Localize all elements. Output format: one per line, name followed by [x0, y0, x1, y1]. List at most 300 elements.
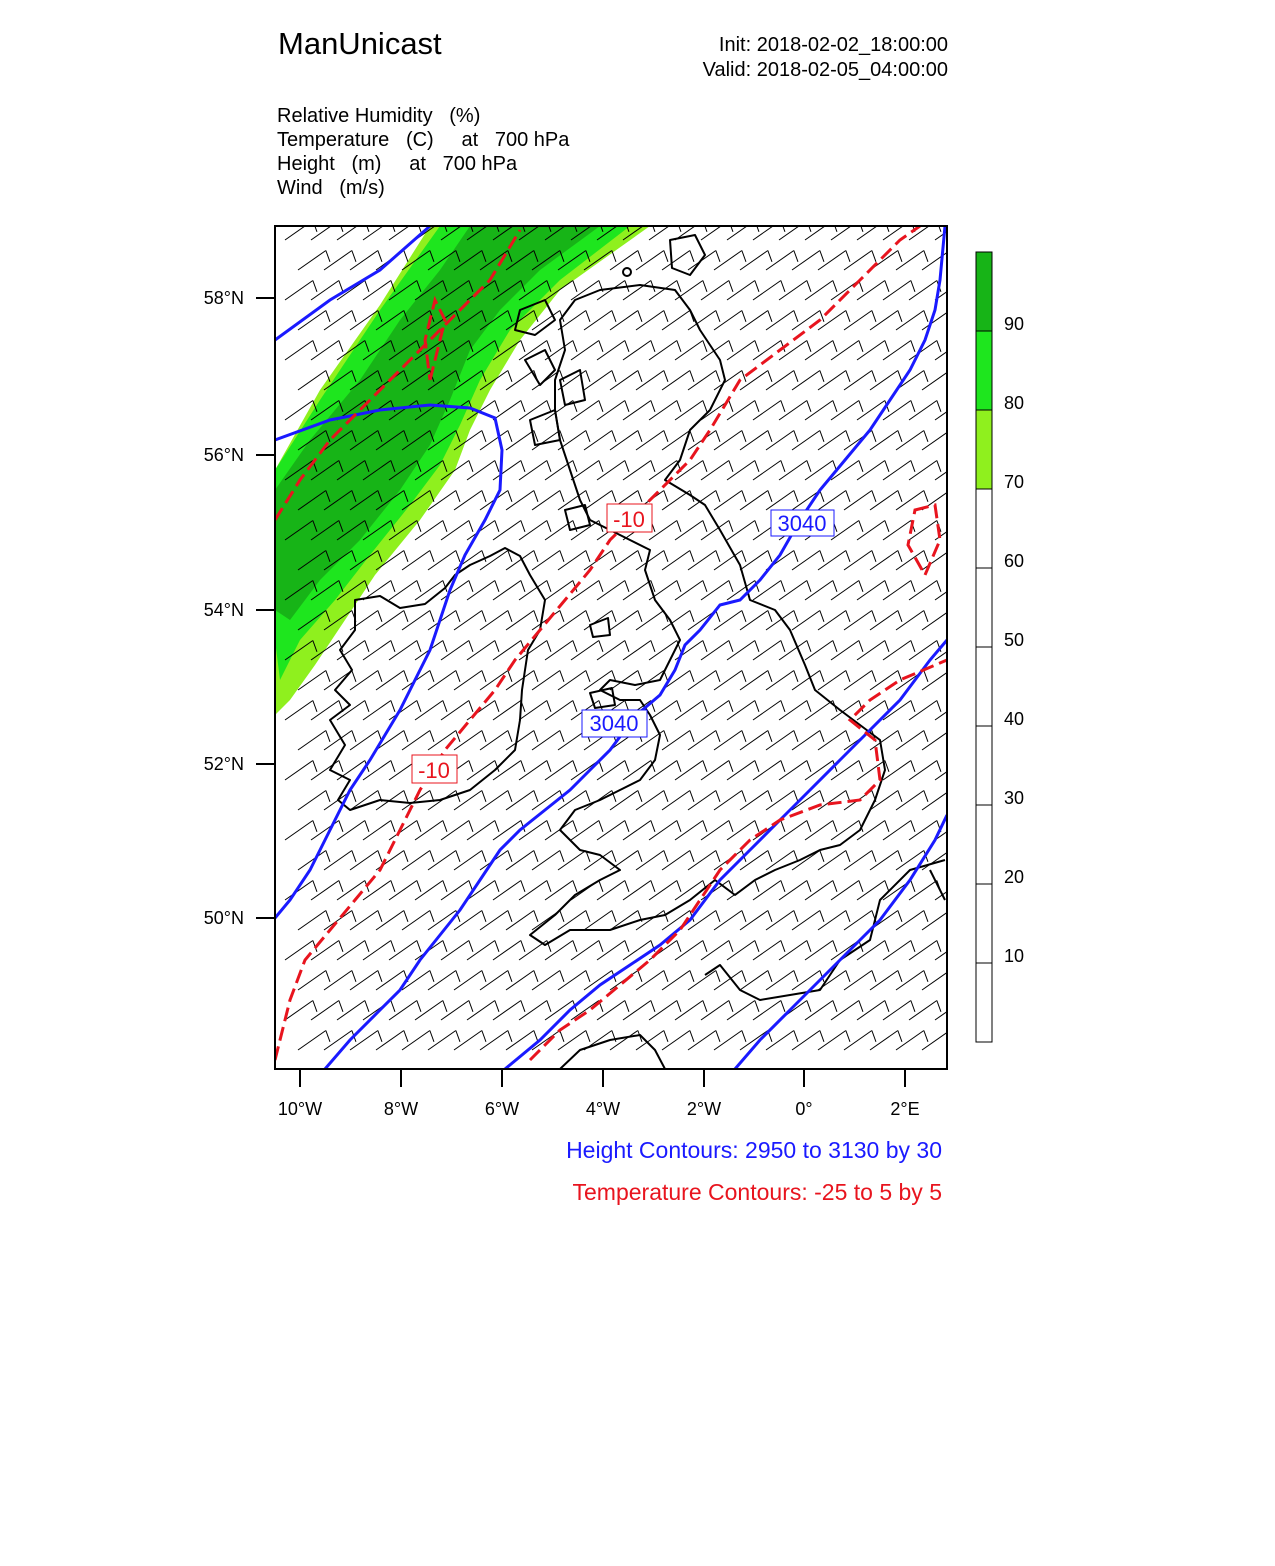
wind-barb-shaft: [688, 670, 716, 690]
wind-barb-feather: [703, 280, 707, 291]
wind-barb-shaft: [753, 400, 781, 420]
wind-barb-shaft: [922, 790, 950, 810]
wind-barb-feather: [547, 700, 551, 711]
wind-barb-shaft: [558, 970, 586, 990]
wind-barb-shaft: [805, 940, 833, 960]
wind-barb-feather: [482, 970, 486, 981]
wind-barb-feather: [677, 1000, 681, 1011]
wind-barb-shaft: [831, 880, 859, 900]
wind-barb-shaft: [883, 520, 911, 540]
wind-barb-feather: [534, 730, 538, 741]
wind-barb-shaft: [324, 850, 352, 870]
wind-barb-shaft: [831, 1000, 859, 1020]
wind-barb-shaft: [675, 400, 703, 420]
wind-barb-feather: [482, 490, 486, 501]
wind-barb-feather: [391, 1000, 395, 1011]
wind-barb-shaft: [532, 670, 560, 690]
wind-barb-feather: [573, 700, 577, 711]
wind-barb-feather: [859, 520, 863, 531]
wind-barb-shaft: [818, 430, 846, 450]
wind-barb-feather: [625, 760, 629, 771]
wind-barb-shaft: [376, 910, 404, 930]
wind-barb-shaft: [727, 700, 755, 720]
wind-barb-feather: [638, 550, 642, 561]
wind-barb-feather: [313, 760, 317, 771]
wind-barb-shaft: [350, 790, 378, 810]
wind-barb-shaft: [376, 610, 404, 630]
wind-barb-shaft: [337, 880, 365, 900]
wind-barb-feather: [417, 640, 421, 651]
wind-barb-shaft: [350, 250, 378, 270]
wind-barb-feather: [677, 400, 681, 411]
wind-barb-shaft: [337, 220, 365, 240]
wind-barb-shaft: [454, 1030, 482, 1050]
wind-barb-feather: [573, 880, 577, 891]
wind-barb-shaft: [519, 700, 547, 720]
wind-barb-shaft: [597, 1000, 625, 1020]
wind-barb-feather: [768, 730, 772, 741]
wind-barb-feather: [599, 940, 603, 951]
wind-barb-shaft: [363, 700, 391, 720]
colorbar-label-40: 40: [1004, 709, 1025, 729]
wind-barb-feather: [911, 400, 915, 411]
wind-barb-shaft: [870, 610, 898, 630]
wind-barb-shaft: [571, 1000, 599, 1020]
wind-barb-shaft: [818, 370, 846, 390]
wind-barb-feather: [534, 670, 538, 681]
wind-barb-shaft: [909, 280, 937, 300]
wind-barb-shaft: [519, 760, 547, 780]
wind-barb-feather: [612, 850, 616, 861]
wind-barb-feather: [885, 640, 889, 651]
wind-barb-feather: [742, 910, 746, 921]
wind-barb-shaft: [675, 760, 703, 780]
wind-barb-shaft: [922, 970, 950, 990]
wind-barb-feather: [924, 670, 928, 681]
wind-barb-feather: [885, 1000, 889, 1011]
wind-barb-shaft: [857, 940, 885, 960]
wind-barb-feather: [846, 550, 850, 561]
wind-barb-shaft: [519, 460, 547, 480]
wind-barb-shaft: [675, 340, 703, 360]
wind-barb-shaft: [298, 790, 326, 810]
wind-barb-shaft: [779, 220, 807, 240]
wind-barb-shaft: [909, 580, 937, 600]
wind-barb-shaft: [805, 880, 833, 900]
wind-barb-shaft: [506, 910, 534, 930]
wind-barb-feather: [911, 1000, 915, 1011]
wind-barb-shaft: [597, 820, 625, 840]
wind-barb-feather: [664, 310, 668, 321]
wind-barb-feather: [391, 580, 395, 591]
wind-barb-feather: [534, 490, 538, 501]
wind-barb-shaft: [402, 550, 430, 570]
wind-barb-feather: [677, 880, 681, 891]
wind-barb-feather: [339, 820, 343, 831]
wind-barb-feather: [495, 1000, 499, 1011]
wind-barb-feather: [612, 550, 616, 561]
wind-barb-feather: [716, 790, 720, 801]
wind-barb-shaft: [896, 1030, 924, 1050]
wind-barb-feather: [677, 760, 681, 771]
wind-barb-feather: [898, 250, 902, 261]
wind-barb-feather: [898, 310, 902, 321]
wind-barb-feather: [885, 280, 889, 291]
valid-time: Valid: 2018-02-05_04:00:00: [702, 59, 948, 81]
wind-barb-shaft: [896, 610, 924, 630]
colorbar-label-20: 20: [1004, 867, 1025, 887]
wind-barb-feather: [794, 550, 798, 561]
wind-barb-feather: [950, 850, 954, 861]
wind-barb-feather: [521, 1000, 525, 1011]
wind-barb-feather: [898, 850, 902, 861]
wind-barb-shaft: [714, 490, 742, 510]
wind-barb-feather: [495, 820, 499, 831]
colorbar-label-50: 50: [1004, 630, 1025, 650]
wind-barb-shaft: [844, 910, 872, 930]
wind-barb-shaft: [740, 730, 768, 750]
wind-barb-feather: [846, 250, 850, 261]
wind-barb-feather: [833, 880, 837, 891]
wind-barb-shaft: [467, 760, 495, 780]
wind-barb-shaft: [792, 970, 820, 990]
wind-barb-feather: [937, 1000, 941, 1011]
wind-barb-feather: [963, 880, 967, 891]
wind-barb-shaft: [519, 820, 547, 840]
wind-barb-shaft: [298, 730, 326, 750]
wind-barb-shaft: [896, 310, 924, 330]
wind-barb-feather: [495, 400, 499, 411]
wind-barb-shaft: [337, 700, 365, 720]
wind-barb-feather: [521, 580, 525, 591]
wind-barb-feather: [820, 490, 824, 501]
wind-barb-shaft: [909, 880, 937, 900]
wind-barb-shaft: [415, 700, 443, 720]
wind-barb-shaft: [740, 790, 768, 810]
wind-barb-shaft: [584, 370, 612, 390]
lon-tick-2e: 2°E: [890, 1099, 920, 1119]
wind-barb-feather: [638, 430, 642, 441]
wind-barb-feather: [924, 250, 928, 261]
wind-barb-feather: [846, 970, 850, 981]
wind-barb-feather: [703, 940, 707, 951]
wind-barb-shaft: [415, 1000, 443, 1020]
wind-barb-shaft: [454, 490, 482, 510]
wind-barb-shaft: [636, 310, 664, 330]
wind-barb-shaft: [324, 1030, 352, 1050]
wind-barb-shaft: [428, 550, 456, 570]
wind-barb-feather: [729, 280, 733, 291]
wind-barb-shaft: [298, 910, 326, 930]
wind-barb-shaft: [948, 910, 976, 930]
wind-barb-feather: [586, 670, 590, 681]
colorbar-label-80: 80: [1004, 393, 1025, 413]
wind-barb-feather: [911, 880, 915, 891]
wind-barb-feather: [417, 940, 421, 951]
wind-barb-shaft: [493, 820, 521, 840]
wind-barb-shaft: [571, 340, 599, 360]
wind-barb-shaft: [857, 880, 885, 900]
wind-barb-feather: [690, 250, 694, 261]
wind-barb-shaft: [779, 820, 807, 840]
wind-barb-shaft: [844, 310, 872, 330]
wind-barb-feather: [807, 760, 811, 771]
wind-barb-feather: [365, 1000, 369, 1011]
wind-barb-feather: [742, 730, 746, 741]
wind-barb-feather: [716, 1030, 720, 1041]
wind-barb-feather: [352, 310, 356, 321]
wind-barb-feather: [911, 340, 915, 351]
wind-barb-feather: [404, 1030, 408, 1041]
wind-barb-feather: [924, 790, 928, 801]
wind-barb-shaft: [948, 610, 976, 630]
wind-barb-feather: [937, 760, 941, 771]
wind-barb-shaft: [506, 970, 534, 990]
wind-barb-shaft: [766, 370, 794, 390]
wind-barb-shaft: [792, 910, 820, 930]
wind-barb-feather: [859, 340, 863, 351]
wind-barb-shaft: [454, 850, 482, 870]
wind-barb-shaft: [831, 640, 859, 660]
wind-barb-shaft: [610, 550, 638, 570]
wind-barb-shaft: [662, 310, 690, 330]
field-height: Height (m) at 700 hPa: [277, 153, 518, 175]
wind-barb-shaft: [883, 340, 911, 360]
wind-barb-shaft: [506, 550, 534, 570]
wind-barb-feather: [664, 970, 668, 981]
wind-barb-feather: [872, 310, 876, 321]
wind-barb-feather: [586, 550, 590, 561]
wind-barb-feather: [521, 400, 525, 411]
wind-barb-shaft: [896, 790, 924, 810]
temp-label-1: -10: [613, 507, 645, 532]
wind-barb-feather: [365, 820, 369, 831]
wind-barb-feather: [950, 970, 954, 981]
wind-barb-feather: [768, 670, 772, 681]
wind-barb-feather: [378, 250, 382, 261]
wind-barb-feather: [417, 820, 421, 831]
wind-barb-shaft: [545, 760, 573, 780]
wind-barb-shaft: [623, 340, 651, 360]
wind-barb-feather: [833, 340, 837, 351]
wind-barb-shaft: [740, 370, 768, 390]
wind-barb-feather: [716, 670, 720, 681]
wind-barb-feather: [443, 700, 447, 711]
colorbar-label-90: 90: [1004, 314, 1025, 334]
wind-barb-shaft: [792, 1030, 820, 1050]
wind-barb-shaft: [818, 910, 846, 930]
wind-barb-feather: [768, 850, 772, 861]
wind-barb-shaft: [948, 490, 976, 510]
wind-barb-shaft: [831, 700, 859, 720]
wind-barb-shaft: [493, 940, 521, 960]
wind-barb-feather: [820, 910, 824, 921]
wind-barb-feather: [469, 940, 473, 951]
wind-barb-feather: [313, 340, 317, 351]
wind-barb-feather: [924, 310, 928, 321]
wind-barb-shaft: [818, 490, 846, 510]
wind-barb-feather: [664, 850, 668, 861]
wind-barb-feather: [547, 520, 551, 531]
wind-barb-shaft: [909, 460, 937, 480]
wind-barb-shaft: [480, 610, 508, 630]
wind-barb-shaft: [506, 430, 534, 450]
wind-barb-shaft: [402, 730, 430, 750]
wind-barb-feather: [638, 370, 642, 381]
wind-barb-feather: [378, 610, 382, 621]
lon-tick-0: 0°: [795, 1099, 813, 1119]
wind-barb-feather: [716, 310, 720, 321]
wind-barb-feather: [872, 550, 876, 561]
wind-barb-feather: [573, 760, 577, 771]
wind-barb-shaft: [636, 430, 664, 450]
wind-barb-shaft: [636, 1030, 664, 1050]
wind-barb-shaft: [506, 670, 534, 690]
wind-barb-feather: [950, 730, 954, 741]
wind-barb-shaft: [805, 640, 833, 660]
wind-barb-shaft: [649, 820, 677, 840]
wind-barb-feather: [547, 760, 551, 771]
wind-barb-shaft: [597, 760, 625, 780]
wind-barb-feather: [664, 430, 668, 441]
wind-barb-shaft: [662, 1030, 690, 1050]
wind-barb-shaft: [350, 850, 378, 870]
wind-barb-feather: [703, 580, 707, 591]
wind-barb-feather: [781, 280, 785, 291]
wind-barb-shaft: [727, 1000, 755, 1020]
wind-barb-shaft: [389, 940, 417, 960]
wind-barb-feather: [456, 790, 460, 801]
wind-barb-shaft: [519, 400, 547, 420]
wind-barb-feather: [963, 940, 967, 951]
wind-barb-shaft: [636, 250, 664, 270]
wind-barb-shaft: [688, 550, 716, 570]
wind-barb-feather: [924, 490, 928, 501]
wind-barb-feather: [469, 1000, 473, 1011]
wind-barb-feather: [885, 460, 889, 471]
height-label-1: 3040: [777, 511, 827, 536]
wind-barb-feather: [794, 250, 798, 261]
wind-barb-feather: [391, 820, 395, 831]
wind-barb-feather: [872, 490, 876, 501]
wind-barb-shaft: [805, 580, 833, 600]
wind-barb-feather: [599, 460, 603, 471]
wind-barb-feather: [430, 730, 434, 741]
wind-barb-shaft: [948, 370, 976, 390]
wind-barb-feather: [586, 610, 590, 621]
wind-barb-feather: [677, 520, 681, 531]
wind-barb-feather: [664, 370, 668, 381]
wind-barb-feather: [612, 490, 616, 501]
wind-barb-feather: [326, 310, 330, 321]
wind-barb-feather: [365, 640, 369, 651]
wind-barb-shaft: [714, 370, 742, 390]
wind-barb-feather: [573, 820, 577, 831]
wind-barb-shaft: [779, 280, 807, 300]
wind-barb-feather: [677, 340, 681, 351]
wind-barb-feather: [742, 970, 746, 981]
wind-barb-feather: [911, 700, 915, 711]
wind-barb-feather: [495, 700, 499, 711]
wind-barb-feather: [456, 490, 460, 501]
wind-barb-shaft: [337, 940, 365, 960]
wind-barb-feather: [729, 400, 733, 411]
wind-barb-feather: [924, 910, 928, 921]
wind-barb-shaft: [766, 250, 794, 270]
wind-barb-shaft: [506, 730, 534, 750]
wind-barb-feather: [794, 910, 798, 921]
wind-barb-feather: [560, 730, 564, 741]
wind-barb-shaft: [311, 880, 339, 900]
wind-barb-feather: [963, 820, 967, 831]
wind-barb-shaft: [441, 1000, 469, 1020]
wind-barb-feather: [677, 580, 681, 591]
wind-barb-feather: [716, 910, 720, 921]
wind-barb-shaft: [389, 220, 417, 240]
wind-barb-shaft: [727, 820, 755, 840]
wind-barb-feather: [716, 370, 720, 381]
wind-barb-feather: [846, 310, 850, 321]
wind-barb-feather: [651, 400, 655, 411]
wind-barb-feather: [911, 940, 915, 951]
wind-barb-feather: [651, 640, 655, 651]
height-label-2: 3040: [589, 711, 639, 736]
wind-barb-feather: [755, 1000, 759, 1011]
wind-barb-feather: [404, 730, 408, 741]
wind-barb-feather: [430, 550, 434, 561]
wind-barb-shaft: [792, 850, 820, 870]
wind-barb-shaft: [948, 550, 976, 570]
wind-barb-shaft: [753, 640, 781, 660]
wind-barb-feather: [833, 400, 837, 411]
wind-barb-shaft: [818, 310, 846, 330]
wind-barb-feather: [599, 640, 603, 651]
wind-barb-shaft: [610, 910, 638, 930]
wind-barb-feather: [352, 850, 356, 861]
wind-barb-shaft: [857, 220, 885, 240]
wind-barb-feather: [313, 280, 317, 291]
wind-barb-feather: [534, 970, 538, 981]
wind-barb-feather: [820, 250, 824, 261]
wind-barb-feather: [794, 490, 798, 501]
wind-barb-feather: [586, 310, 590, 321]
wind-barb-shaft: [948, 670, 976, 690]
wind-barb-feather: [586, 490, 590, 501]
wind-barb-shaft: [688, 910, 716, 930]
wind-barb-shaft: [857, 340, 885, 360]
wind-barb-shaft: [623, 640, 651, 660]
wind-barb-feather: [885, 520, 889, 531]
wind-barb-shaft: [844, 850, 872, 870]
wind-barb-shaft: [818, 670, 846, 690]
wind-barb-shaft: [805, 220, 833, 240]
wind-barb-shaft: [922, 310, 950, 330]
lat-tick-52n: 52°N: [203, 754, 244, 774]
field-wind: Wind (m/s): [277, 177, 385, 199]
wind-barb-shaft: [402, 850, 430, 870]
wind-barb-feather: [716, 250, 720, 261]
wind-barb-feather: [807, 640, 811, 651]
wind-barb-feather: [846, 730, 850, 741]
wind-barb-shaft: [818, 550, 846, 570]
wind-barb-feather: [469, 460, 473, 471]
wind-barb-feather: [599, 580, 603, 591]
wind-barb-feather: [768, 490, 772, 501]
wind-barb-shaft: [779, 580, 807, 600]
wind-barb-shaft: [558, 610, 586, 630]
wind-barb-feather: [638, 310, 642, 321]
wind-barb-shaft: [454, 670, 482, 690]
